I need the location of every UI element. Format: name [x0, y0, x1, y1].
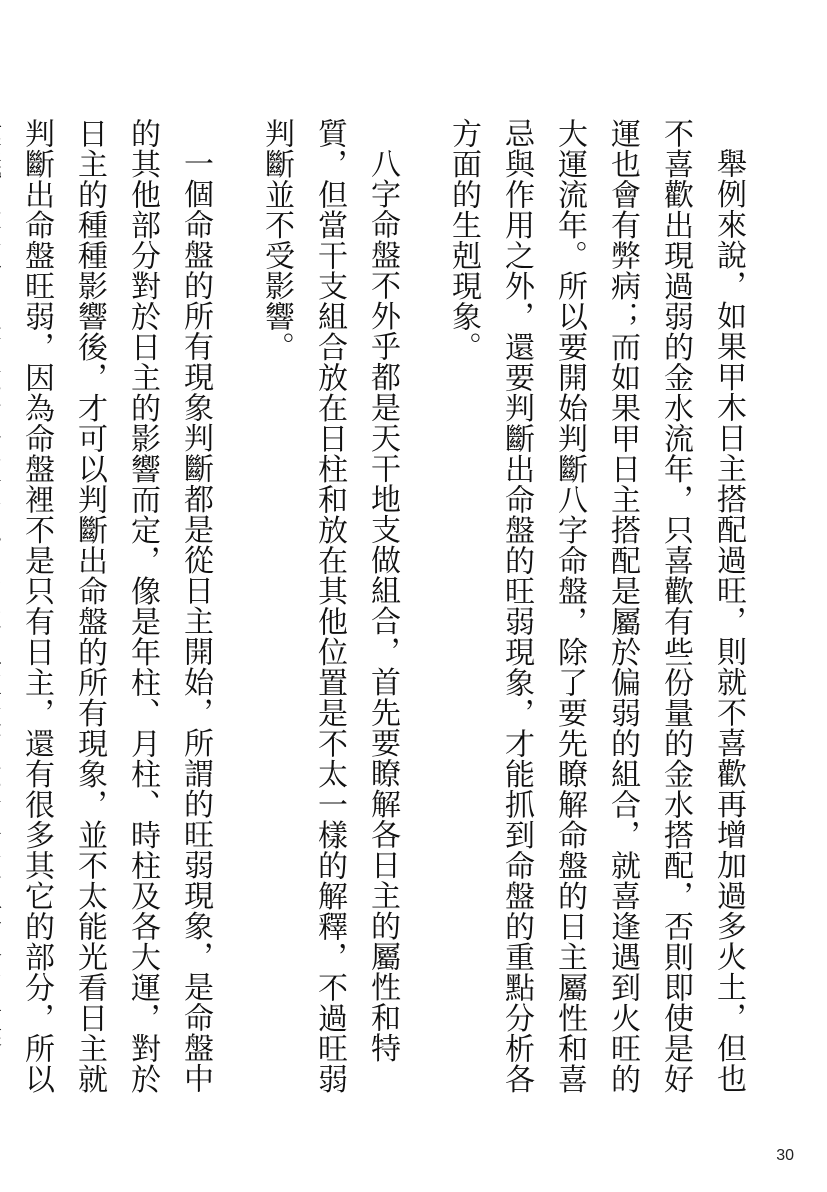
vertical-text-body [19, 118, 755, 1098]
paragraph-gap [409, 118, 437, 1098]
paragraph-gap [222, 118, 250, 1098]
page-number: 30 [776, 1147, 794, 1164]
paragraph-example: 舉例來說，如果甲木日主搭配過旺，則就不喜歡再增加過多火土，但也不喜歡出現過弱的金水流年，只喜歡有些份量的金水搭配，否則即使是好運也會有弊病；而如果甲日主搭配是屬於偏弱的組合，就喜逢遇到火旺的大運流年。所以要開始判斷八字命盤，除了要先瞭解命盤的日主屬性和喜忌與作用之外，還要判斷出命盤的旺弱現象，才能抓到命盤的重點分析各方面的生剋現象。 [446, 118, 746, 1094]
paragraph-strength-judgement: 一個命盤的所有現象判斷都是從日主開始，所謂的旺弱現象，是命盤中的其他部分對於日主的影響而定，像是年柱、月柱、時柱及各大運，對於日主的種種影響後，才可以判斷出命盤的所有現象，並不太能光看日主就判斷出命盤旺弱，因為命盤裡不是只有日主，還有很多其它的部分，所以 [19, 118, 213, 1094]
paragraph-bazi-combination: 八字命盤不外乎都是天干地支做組合，首先要瞭解各日主的屬性和特質，但當干支組合放在日柱和放在其他位置是不太一樣的解釋，不過旺弱判斷並不受影響。 [259, 118, 400, 1094]
